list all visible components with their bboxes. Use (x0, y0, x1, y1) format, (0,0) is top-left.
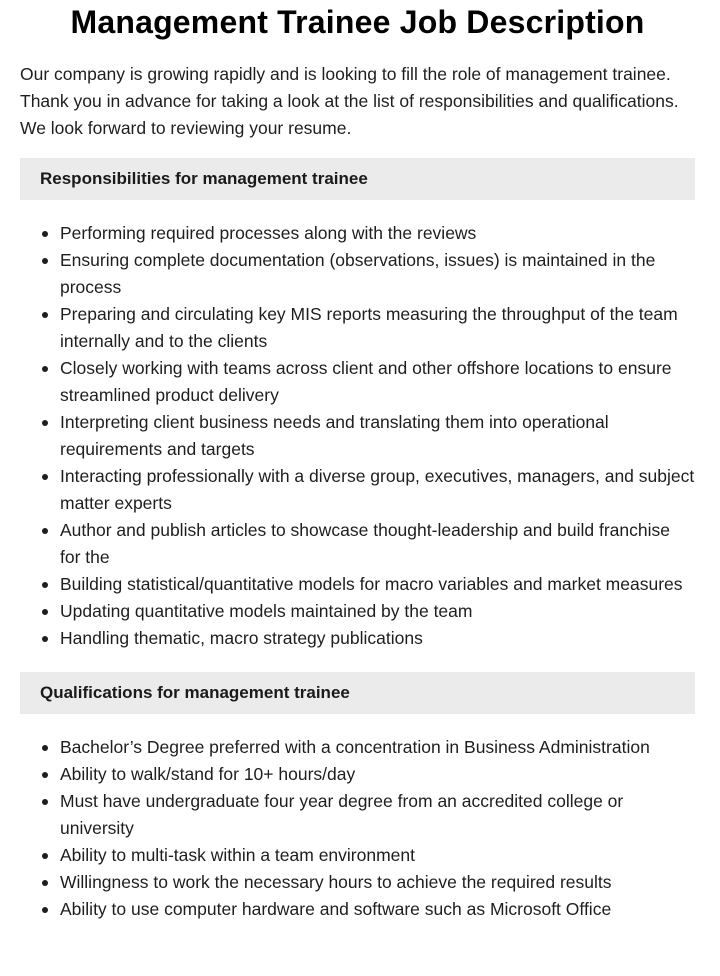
responsibilities-list (20, 220, 695, 652)
responsibilities-heading: Responsibilities for management trainee (20, 158, 695, 200)
qualifications-list (20, 734, 695, 923)
qualifications-heading: Qualifications for management trainee (20, 672, 695, 714)
responsibility-item: Handling thematic, macro strategy publications (60, 625, 695, 652)
page-title: Management Trainee Job Description (70, 4, 645, 40)
qualification-item: Ability to walk/stand for 10+ hours/day (60, 761, 695, 788)
responsibility-item: Performing required processes along with the reviews (60, 220, 695, 247)
intro-paragraph: Our company is growing rapidly and is looking to fill the role of management trainee. Thank you in advance for taking a look at the list of responsibilities and qualifications. We look forward to reviewing your resume. (20, 64, 679, 138)
qualification-item: Ability to multi-task within a team environment (60, 842, 695, 869)
responsibility-item: Closely working with teams across client and other offshore locations to ensure streamlined product delivery (60, 355, 695, 409)
qualification-item: Bachelor’s Degree preferred with a concentration in Business Administration (60, 734, 695, 761)
qualification-item: Must have undergraduate four year degree from an accredited college or university (60, 788, 695, 842)
responsibility-item: Preparing and circulating key MIS reports measuring the throughput of the team internally and to the clients (60, 301, 695, 355)
responsibility-item: Interacting professionally with a diverse group, executives, managers, and subject matter experts (60, 463, 695, 517)
responsibility-item: Interpreting client business needs and translating them into operational requirements and targets (60, 409, 695, 463)
responsibility-item: Author and publish articles to showcase thought-leadership and build franchise for the (60, 517, 695, 571)
qualification-item: Ability to use computer hardware and software such as Microsoft Office (60, 896, 695, 923)
responsibility-item: Updating quantitative models maintained by the team (60, 598, 695, 625)
responsibility-item: Ensuring complete documentation (observations, issues) is maintained in the process (60, 247, 695, 301)
responsibility-item: Building statistical/quantitative models for macro variables and market measures (60, 571, 695, 598)
qualification-item: Willingness to work the necessary hours to achieve the required results (60, 869, 695, 896)
